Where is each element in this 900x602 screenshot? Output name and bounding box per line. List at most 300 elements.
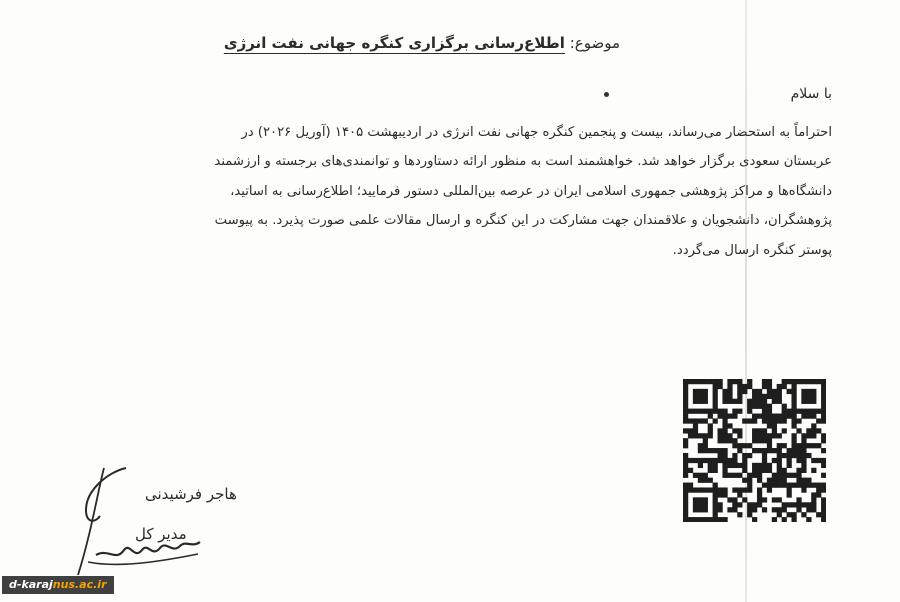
qr-module (693, 502, 698, 507)
qr-module (816, 443, 821, 448)
qr-module (698, 497, 703, 502)
qr-module (713, 492, 718, 497)
qr-module (782, 483, 787, 488)
qr-module (742, 453, 747, 458)
qr-module (698, 379, 703, 384)
qr-module (752, 433, 757, 438)
qr-module (777, 418, 782, 423)
qr-module (762, 414, 767, 419)
qr-module (777, 433, 782, 438)
qr-module (767, 487, 772, 492)
qr-module (801, 463, 806, 468)
qr-module (718, 453, 723, 458)
qr-module (752, 507, 757, 512)
qr-module (727, 438, 732, 443)
qr-module (816, 428, 821, 433)
qr-module (718, 384, 723, 389)
qr-module (718, 414, 723, 419)
qr-module (683, 463, 688, 468)
qr-module (811, 394, 816, 399)
qr-module (718, 507, 723, 512)
qr-module (727, 399, 732, 404)
qr-module (713, 487, 718, 492)
qr-module (708, 487, 713, 492)
qr-module (821, 507, 826, 512)
qr-module (787, 409, 792, 414)
qr-module (722, 448, 727, 453)
qr-module (747, 478, 752, 483)
qr-module (737, 428, 742, 433)
qr-module (796, 483, 801, 488)
qr-module (713, 497, 718, 502)
qr-module (718, 448, 723, 453)
qr-module (821, 448, 826, 453)
qr-module (718, 438, 723, 443)
qr-module (821, 483, 826, 488)
signatory-name: هاجر فرشیدنی (145, 485, 237, 503)
qr-module (757, 487, 762, 492)
qr-module (772, 428, 777, 433)
qr-module (796, 443, 801, 448)
qr-module (772, 458, 777, 463)
body-line: دانشگاه‌ها و مراکز پژوهشی جمهوری اسلامی ایران در عرصه بین‌المللی دستور فرمایید؛ اطلاع‌رسانی به اساتید، (230, 183, 832, 199)
qr-module (801, 438, 806, 443)
qr-module (787, 389, 792, 394)
qr-module (762, 448, 767, 453)
qr-module (811, 502, 816, 507)
qr-module (791, 384, 796, 389)
qr-module (747, 404, 752, 409)
qr-module (772, 483, 777, 488)
qr-module (801, 478, 806, 483)
qr-module (767, 468, 772, 473)
site-watermark (2, 576, 114, 594)
qr-module (796, 458, 801, 463)
qr-module (796, 448, 801, 453)
qr-module (713, 379, 718, 384)
qr-module (688, 433, 693, 438)
qr-module (772, 399, 777, 404)
qr-module (737, 512, 742, 517)
qr-module (703, 517, 708, 522)
qr-module (698, 517, 703, 522)
qr-module (683, 384, 688, 389)
qr-module (683, 414, 688, 419)
qr-module (737, 473, 742, 478)
qr-module (757, 463, 762, 468)
qr-module (767, 384, 772, 389)
qr-module (806, 409, 811, 414)
qr-module (713, 384, 718, 389)
qr-module (713, 458, 718, 463)
qr-module (801, 394, 806, 399)
qr-module (747, 473, 752, 478)
qr-module (683, 404, 688, 409)
qr-module (722, 399, 727, 404)
qr-module (742, 458, 747, 463)
qr-module (757, 497, 762, 502)
qr-module (757, 428, 762, 433)
qr-module (791, 483, 796, 488)
qr-module (782, 414, 787, 419)
qr-module (683, 438, 688, 443)
qr-code-modules (683, 379, 826, 522)
qr-module (722, 473, 727, 478)
qr-module (767, 404, 772, 409)
qr-module (703, 487, 708, 492)
qr-module (806, 394, 811, 399)
qr-module (791, 423, 796, 428)
qr-module (801, 379, 806, 384)
qr-module (787, 483, 792, 488)
qr-module (718, 502, 723, 507)
qr-module (801, 453, 806, 458)
qr-module (713, 483, 718, 488)
qr-module (732, 473, 737, 478)
qr-module (777, 507, 782, 512)
qr-module (821, 399, 826, 404)
qr-module (767, 443, 772, 448)
qr-module (747, 483, 752, 488)
qr-module (791, 418, 796, 423)
qr-module (722, 428, 727, 433)
qr-module (821, 438, 826, 443)
qr-module (772, 414, 777, 419)
qr-module (787, 492, 792, 497)
qr-module (683, 418, 688, 423)
qr-module (722, 418, 727, 423)
qr-module (732, 502, 737, 507)
qr-module (791, 414, 796, 419)
qr-module (703, 507, 708, 512)
qr-module (742, 478, 747, 483)
qr-module (762, 379, 767, 384)
qr-module (782, 473, 787, 478)
qr-module (767, 414, 772, 419)
qr-module (757, 399, 762, 404)
qr-module (742, 389, 747, 394)
qr-module (811, 483, 816, 488)
qr-module (772, 389, 777, 394)
qr-module (727, 507, 732, 512)
qr-module (683, 483, 688, 488)
qr-module (806, 502, 811, 507)
qr-module (683, 497, 688, 502)
qr-module (737, 409, 742, 414)
qr-module (821, 463, 826, 468)
qr-module (811, 409, 816, 414)
qr-module (801, 502, 806, 507)
body-line: عربستان سعودی برگزار خواهد شد. خواهشمند است به منظور ارائه دستاوردها و توانمندی‌های برجسته و ارزشمند (214, 154, 832, 170)
qr-module (762, 458, 767, 463)
qr-module (703, 379, 708, 384)
qr-module (698, 473, 703, 478)
qr-module (787, 502, 792, 507)
qr-module (727, 384, 732, 389)
qr-module (703, 438, 708, 443)
qr-module (806, 443, 811, 448)
qr-module (688, 487, 693, 492)
qr-module (722, 433, 727, 438)
body-line: پژوهشگران، دانشجویان و علاقمندان جهت مشارکت در این کنگره و ارسال مقالات علمی صورت پذیرد. به پیوست (214, 213, 832, 229)
qr-module (777, 512, 782, 517)
qr-module (688, 379, 693, 384)
qr-module (806, 517, 811, 522)
qr-module (693, 487, 698, 492)
qr-module (767, 433, 772, 438)
qr-module (747, 443, 752, 448)
qr-module (782, 443, 787, 448)
subject-label: موضوع: (569, 34, 620, 52)
qr-module (703, 418, 708, 423)
qr-module (683, 379, 688, 384)
qr-module (806, 414, 811, 419)
qr-module (727, 379, 732, 384)
qr-module (718, 458, 723, 463)
qr-module (821, 409, 826, 414)
qr-module (791, 394, 796, 399)
qr-module (787, 512, 792, 517)
qr-module (772, 517, 777, 522)
qr-module (796, 497, 801, 502)
qr-module (801, 443, 806, 448)
qr-module (727, 463, 732, 468)
watermark-domain: nus.ac.ir (52, 578, 107, 591)
qr-module (821, 389, 826, 394)
qr-module (772, 478, 777, 483)
qr-module (772, 507, 777, 512)
qr-module (722, 487, 727, 492)
qr-module (801, 399, 806, 404)
qr-module (713, 512, 718, 517)
qr-module (693, 399, 698, 404)
qr-module (777, 384, 782, 389)
qr-module (801, 458, 806, 463)
qr-module (703, 497, 708, 502)
qr-module (791, 399, 796, 404)
qr-module (727, 433, 732, 438)
qr-module (762, 394, 767, 399)
qr-module (782, 428, 787, 433)
qr-module (732, 507, 737, 512)
qr-module (737, 492, 742, 497)
qr-module (801, 414, 806, 419)
qr-module (777, 389, 782, 394)
qr-module (693, 394, 698, 399)
qr-module (787, 448, 792, 453)
letter-greeting: با سلام (790, 86, 832, 102)
qr-module (732, 438, 737, 443)
qr-module (683, 399, 688, 404)
qr-module (791, 379, 796, 384)
qr-module (693, 418, 698, 423)
qr-module (821, 512, 826, 517)
qr-module (693, 458, 698, 463)
qr-module (762, 468, 767, 473)
qr-module (796, 473, 801, 478)
qr-module (767, 423, 772, 428)
qr-module (747, 453, 752, 458)
qr-module (708, 463, 713, 468)
qr-module (688, 483, 693, 488)
qr-module (767, 409, 772, 414)
qr-module (718, 492, 723, 497)
qr-module (688, 468, 693, 473)
qr-module (722, 458, 727, 463)
qr-module (722, 389, 727, 394)
qr-module (722, 453, 727, 458)
qr-module (791, 404, 796, 409)
qr-module (816, 418, 821, 423)
qr-module (747, 384, 752, 389)
qr-module (821, 433, 826, 438)
qr-module (821, 379, 826, 384)
qr-module (698, 478, 703, 483)
qr-module (703, 409, 708, 414)
qr-module (757, 478, 762, 483)
qr-module (806, 478, 811, 483)
qr-module (791, 502, 796, 507)
qr-module (693, 507, 698, 512)
qr-module (801, 409, 806, 414)
qr-module (693, 433, 698, 438)
qr-module (732, 453, 737, 458)
qr-module (737, 502, 742, 507)
qr-module (727, 414, 732, 419)
qr-module (782, 453, 787, 458)
qr-module (767, 478, 772, 483)
qr-module (821, 384, 826, 389)
qr-module (762, 428, 767, 433)
qr-module (703, 399, 708, 404)
qr-module (801, 483, 806, 488)
qr-module (708, 379, 713, 384)
qr-module (742, 497, 747, 502)
qr-module (752, 394, 757, 399)
qr-module (727, 389, 732, 394)
qr-module (796, 478, 801, 483)
qr-module (747, 409, 752, 414)
qr-module (777, 414, 782, 419)
qr-module (757, 433, 762, 438)
qr-module (757, 448, 762, 453)
qr-module (708, 458, 713, 463)
qr-module (698, 448, 703, 453)
qr-module (767, 379, 772, 384)
qr-module (693, 423, 698, 428)
qr-module (727, 473, 732, 478)
qr-module (762, 409, 767, 414)
qr-module (713, 502, 718, 507)
qr-module (732, 458, 737, 463)
qr-module (742, 443, 747, 448)
qr-module (752, 463, 757, 468)
qr-module (693, 428, 698, 433)
qr-module (732, 379, 737, 384)
qr-module (806, 399, 811, 404)
qr-module (698, 458, 703, 463)
qr-module (718, 487, 723, 492)
qr-module (747, 512, 752, 517)
qr-module (791, 443, 796, 448)
qr-module (801, 433, 806, 438)
qr-module (762, 453, 767, 458)
qr-module (742, 487, 747, 492)
qr-module (732, 399, 737, 404)
qr-module (727, 394, 732, 399)
qr-module (791, 448, 796, 453)
qr-module (698, 409, 703, 414)
qr-module (752, 502, 757, 507)
qr-module (782, 379, 787, 384)
qr-module (747, 507, 752, 512)
qr-module (683, 507, 688, 512)
qr-module (688, 458, 693, 463)
qr-module (732, 463, 737, 468)
qr-module (772, 394, 777, 399)
qr-module (703, 433, 708, 438)
qr-module (698, 399, 703, 404)
qr-module (777, 448, 782, 453)
qr-module (762, 497, 767, 502)
qr-module (747, 379, 752, 384)
qr-module (767, 418, 772, 423)
letter-subject (224, 34, 620, 52)
qr-module (787, 453, 792, 458)
qr-module (722, 394, 727, 399)
qr-module (713, 389, 718, 394)
qr-module (767, 448, 772, 453)
qr-module (747, 487, 752, 492)
qr-module (762, 399, 767, 404)
qr-module (816, 458, 821, 463)
qr-module (777, 483, 782, 488)
qr-module (737, 389, 742, 394)
qr-module (688, 428, 693, 433)
qr-module (796, 379, 801, 384)
qr-module (757, 438, 762, 443)
qr-module (821, 487, 826, 492)
qr-module (708, 448, 713, 453)
qr-module (683, 443, 688, 448)
qr-module (782, 418, 787, 423)
qr-module (757, 414, 762, 419)
qr-module (703, 389, 708, 394)
qr-module (757, 394, 762, 399)
qr-module (821, 502, 826, 507)
qr-module (737, 463, 742, 468)
qr-module (767, 483, 772, 488)
qr-module (713, 418, 718, 423)
qr-module (703, 448, 708, 453)
qr-module (683, 468, 688, 473)
qr-module (787, 487, 792, 492)
qr-module (772, 423, 777, 428)
qr-module (777, 458, 782, 463)
qr-module (821, 458, 826, 463)
qr-module (777, 394, 782, 399)
qr-module (747, 418, 752, 423)
qr-module (708, 468, 713, 473)
qr-module (703, 394, 708, 399)
qr-module (722, 423, 727, 428)
qr-module (782, 507, 787, 512)
qr-module (683, 512, 688, 517)
qr-module (777, 453, 782, 458)
qr-module (796, 409, 801, 414)
qr-module (777, 399, 782, 404)
qr-module (806, 483, 811, 488)
